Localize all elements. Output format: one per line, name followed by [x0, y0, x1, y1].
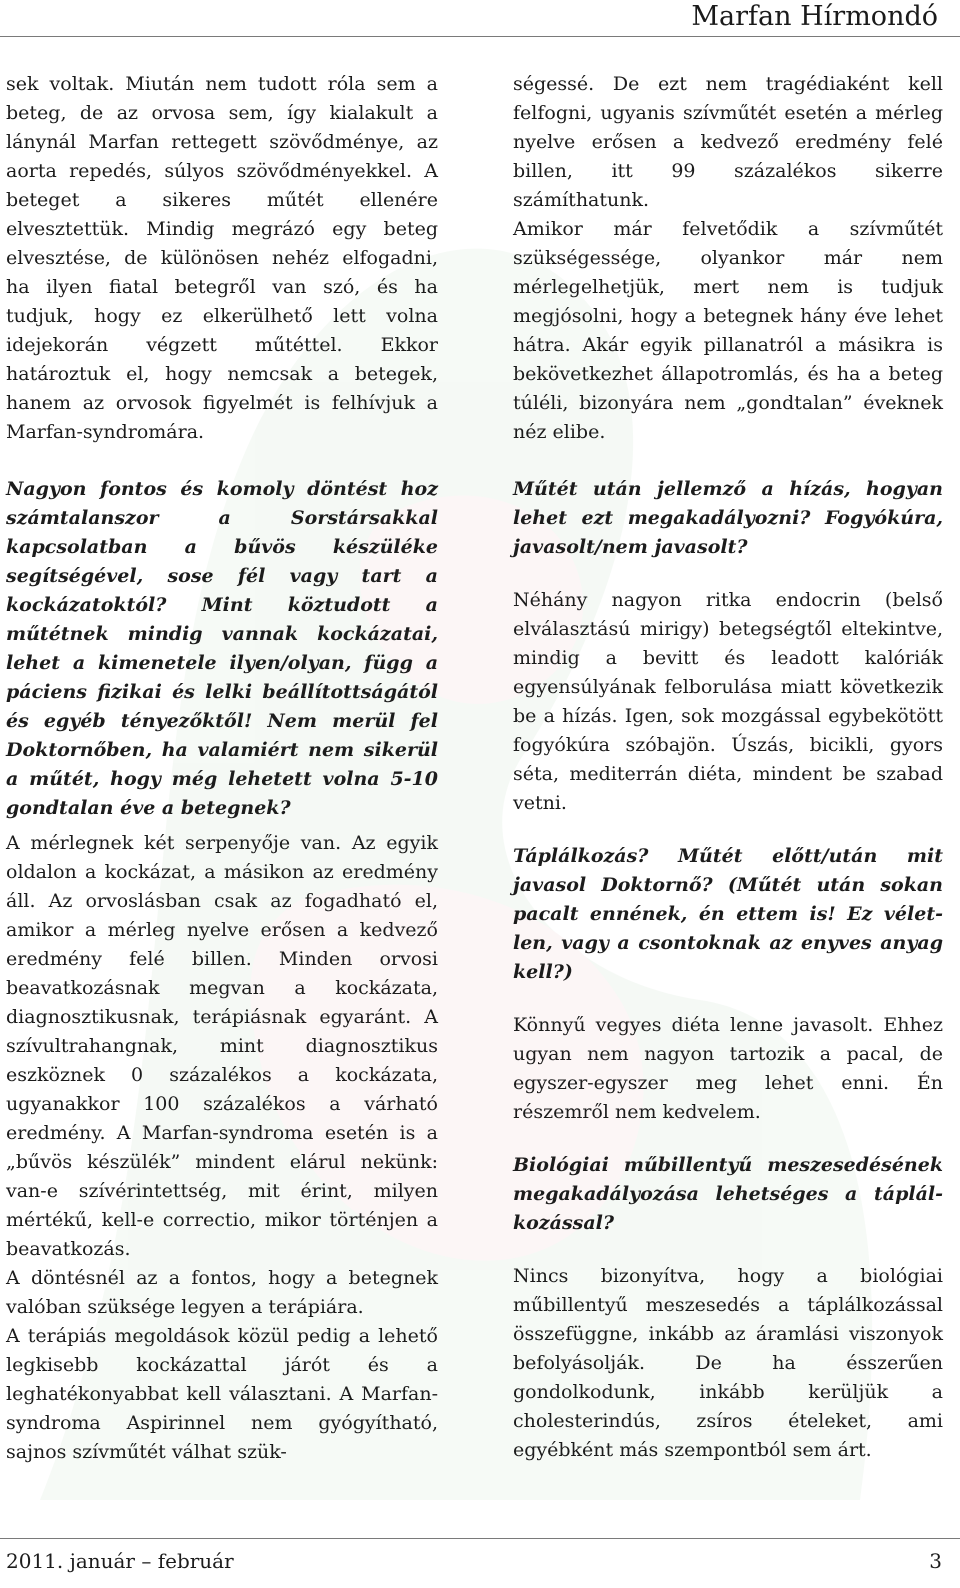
- paragraph: Néhány nagyon ritka endocrin (belső elválasztású mirigy) betegségtől eltekintve, mindig a bevitt és leadott kalóriák egyensúlyának felborulása miatt következik be a hízás. Igen, sok mozgással egybekötött fogyókúra szóbajön. Úszás, bicikli, gyors séta, mediterrán diéta, mindent be szabad vetni.: [513, 589, 943, 814]
- interview-question: Műtét után jellemző a hízás, hogyan lehet ezt megakadályozni? Fogyókúra, javasolt/nem javasolt?: [513, 478, 943, 558]
- paragraph: A mérlegnek két serpenyője van. Az egyik oldalon a kockázat, a másikon az eredmény áll. Az orvoslásban csak az fogadható el, amikor a mérleg nyelve erősen a kedvező eredmény felé billen. Minden orvosi beavatkozásnak megvan a kockázata, diagnosztikusnak, terápiásnak egyaránt. A szívultrahangnak, mint diagnosztikus eszköznek 0 százalékos a kockázata, ugyanakkor 100 százalékos a várható eredmény. A Marfan-syndroma esetén is a „bűvös készülék” mindent elárul nekünk: van-e szívérintettség, mit érint, milyen mértékű, kell-e correctio, mikor történjen a beavatkozás.: [6, 832, 438, 1260]
- paragraph: Nincs bizonyítva, hogy a biológiai műbillentyű meszesedés a táplálkozással összefüggne, inkább az áramlási viszonyok befolyásolják. De ha ésszerűen gondolkodunk, inkább kerüljük a cholesterindús, zsíros ételeket, ami egyébként más szempontból sem árt.: [513, 1265, 943, 1461]
- footer-divider: [0, 1538, 960, 1539]
- interview-question: Táplálkozás? Műtét előtt/után mit javasol Doktornő? (Műtét után sokan pacalt ennének, én ettem is! Ez véletlen, vagy a csontoknak az enyves anyag kell?): [513, 845, 943, 983]
- interview-question: Biológiai műbillentyű meszesedésének megakadályozása lehetséges a táplálkozással?: [513, 1154, 943, 1234]
- header-divider: [0, 36, 960, 37]
- left-column: [6, 70, 438, 1467]
- paragraph: sek voltak. Miután nem tudott róla sem a beteg, de az orvosa sem, így kialakult a lánynál Marfan rettegett szövődménye, az aorta repedés, súlyos szövődményekkel. A beteget a sikeres műtét ellenére elvesztettük. Mindig megrázó egy beteg elvesztése, de különösen nehéz elfogadni, ha ilyen fiatal betegről van szó, és ha tudjuk, hogy ez elkerülhető lett volna idejekorán végzett műtéttel. Ekkor határoztuk el, hogy nemcsak a betegek, hanem az orvosok figyelmét is felhívjuk a Marfan-syndromára.: [6, 73, 438, 443]
- paragraph: ségessé. De ezt nem tragédiaként kell felfogni, ugyanis szívműtét esetén a mérleg nyelve erősen a kedvező eredmény felé billen, itt 99 százalékos sikerre számíthatunk.: [513, 73, 943, 211]
- paragraph: Amikor már felvetődik a szívműtét szükségessége, olyankor már nem mérlegelhetjük, mert nem is tudjuk megjósolni, hogy a betegnek hány éve lehet hátra. Akár egyik pillanatról a másikra is bekövetkezhet állapotromlás, és ha a beteg túléli, bizonyára nem „gondtalan” éveknek néz elibe.: [513, 218, 943, 443]
- page-number: 3: [929, 1549, 942, 1573]
- page-header-title: Marfan Hírmondó: [691, 1, 938, 32]
- interview-question: Nagyon fontos és komoly döntést hoz számtalanszor a Sorstársakkal kapcsolatban a bűvös készüléke segítségével, sose fél vagy tart a kockázatoktól? Mint köztudott a műtétnek mindig vannak kockázatai, lehet a kimenetele ilyen/olyan, függ a páciens fizikai és lelki beállítottságától és egyéb tényezőktől! Nem merül fel Doktornőben, ha valamiért nem sikerül a műtét, hogy még lehetett volna 5-10 gondtalan éve a betegnek?: [6, 478, 438, 819]
- paragraph: A terápiás megoldások közül pedig a lehető legkisebb kockázattal járót és a leghatékonyabbat kell választani. A Marfan-syndroma Aspirinnel nem gyógyítható, sajnos szívműtét válhat szük-: [6, 1325, 438, 1463]
- paragraph: A döntésnél az a fontos, hogy a betegnek valóban szüksége legyen a terápiára.: [6, 1267, 438, 1318]
- paragraph: Könnyű vegyes diéta lenne javasolt. Ehhez ugyan nem nagyon tartozik a pacal, de egyszer-egyszer meg lehet enni. Én részemről nem kedvelem.: [513, 1014, 943, 1123]
- right-column: [513, 70, 943, 1465]
- footer-issue-date: 2011. január – február: [6, 1549, 234, 1573]
